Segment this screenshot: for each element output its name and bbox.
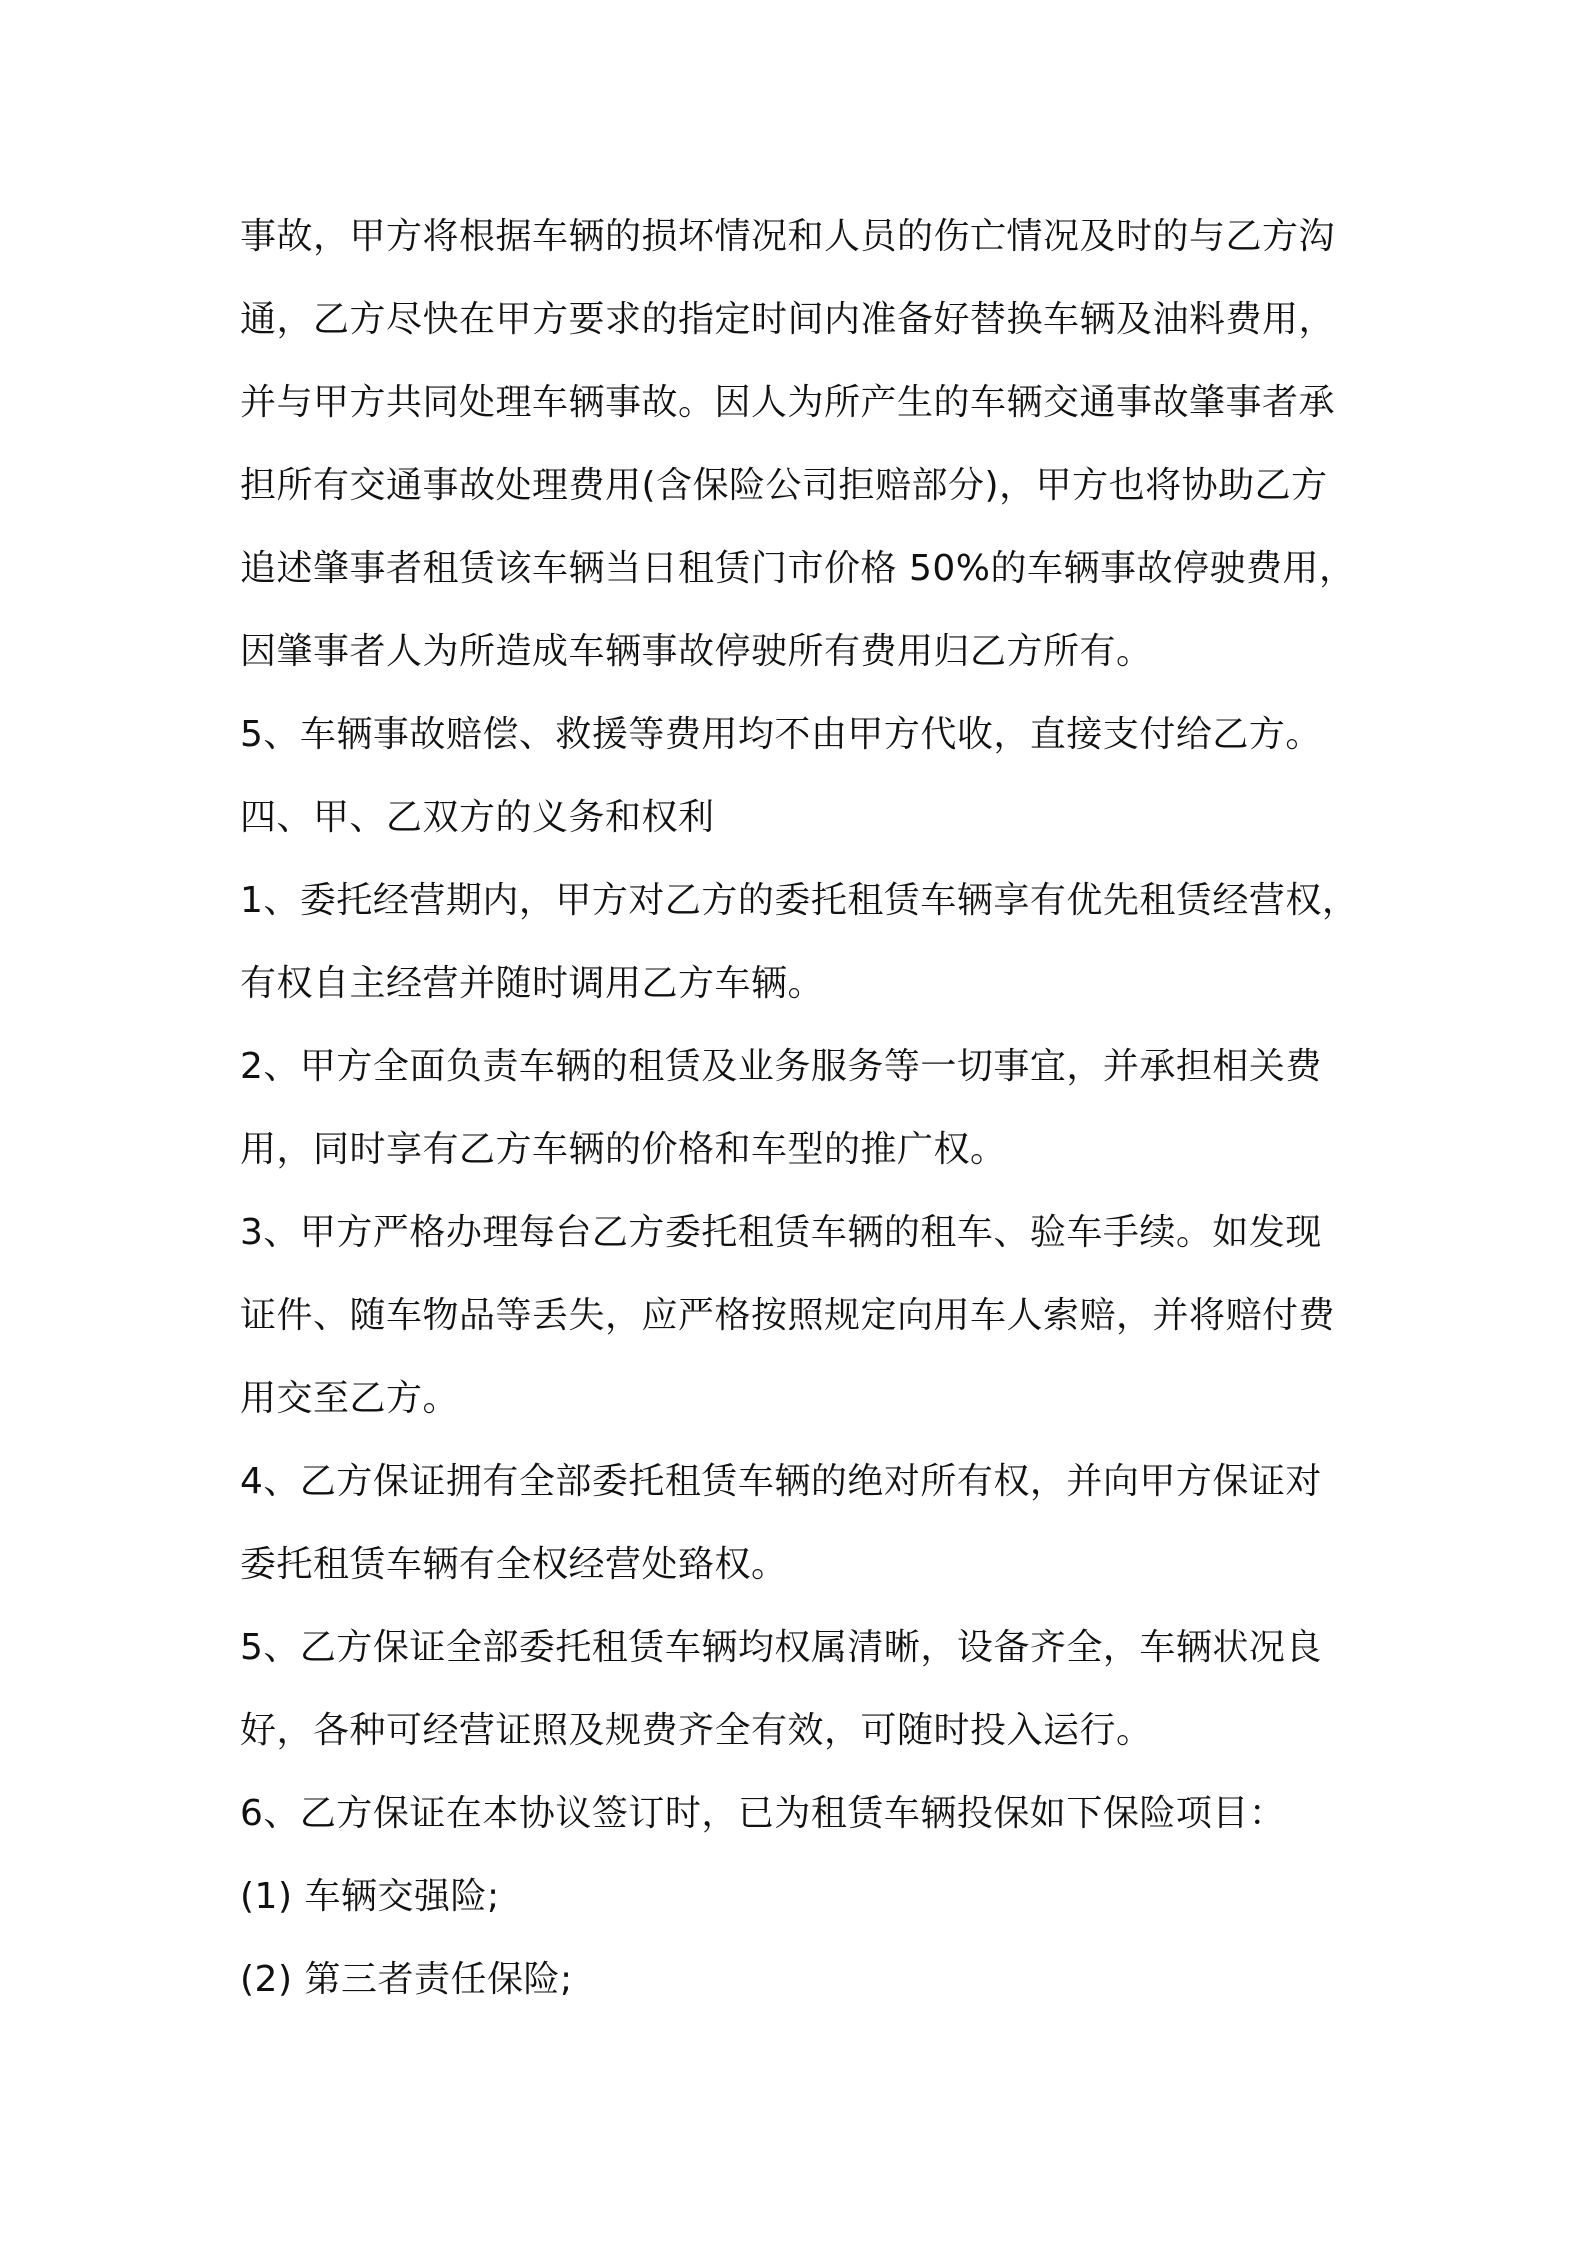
text-line-14: 证件、随车物品等丢失，应严格按照规定向用车人索赔，并将赔付费	[240, 1295, 1336, 1336]
text-line-5: 追述肇事者租赁该车辆当日租赁门市价格 50%的车辆事故停驶费用，	[240, 548, 1356, 589]
text-line-7: 5、车辆事故赔偿、救援等费用均不由甲方代收，直接支付给乙方。	[240, 714, 1322, 755]
text-line-11: 2、甲方全面负责车辆的租赁及业务服务等一切事宜，并承担相关费	[240, 1046, 1322, 1087]
list-item-1: (1) 车辆交强险;	[240, 1876, 500, 1917]
text-line-12: 用，同时享有乙方车辆的价格和车型的推广权。	[240, 1129, 1007, 1170]
text-line-19: 好，各种可经营证照及规费齐全有效，可随时投入运行。	[240, 1710, 1153, 1751]
section-heading: 四、甲、乙双方的义务和权利	[240, 797, 715, 838]
text-line-6: 因肇事者人为所造成车辆事故停驶所有费用归乙方所有。	[240, 631, 1153, 672]
document-body	[240, 195, 1370, 2021]
text-line-16: 4、乙方保证拥有全部委托租赁车辆的绝对所有权，并向甲方保证对	[240, 1461, 1322, 1502]
text-line-18: 5、乙方保证全部委托租赁车辆均权属清晰，设备齐全，车辆状况良	[240, 1627, 1322, 1668]
text-line-1: 事故，甲方将根据车辆的损坏情况和人员的伤亡情况及时的与乙方沟	[240, 216, 1336, 257]
text-line-3: 并与甲方共同处理车辆事故。因人为所产生的车辆交通事故肇事者承	[240, 382, 1336, 423]
text-line-2: 通，乙方尽快在甲方要求的指定时间内准备好替换车辆及油料费用，	[240, 299, 1336, 340]
text-line-9: 1、委托经营期内，甲方对乙方的委托租赁车辆享有优先租赁经营权，	[240, 880, 1359, 921]
text-line-10: 有权自主经营并随时调用乙方车辆。	[240, 963, 825, 1004]
text-line-4: 担所有交通事故处理费用(含保险公司拒赔部分)，甲方也将协助乙方	[240, 465, 1328, 506]
text-line-15: 用交至乙方。	[240, 1378, 460, 1419]
text-line-13: 3、甲方严格办理每台乙方委托租赁车辆的租车、验车手续。如发现	[240, 1212, 1322, 1253]
text-line-20: 6、乙方保证在本协议签订时，已为租赁车辆投保如下保险项目：	[240, 1793, 1286, 1834]
text-line-17: 委托租赁车辆有全权经营处臵权。	[240, 1544, 788, 1585]
list-item-2: (2) 第三者责任保险;	[240, 1959, 573, 2000]
